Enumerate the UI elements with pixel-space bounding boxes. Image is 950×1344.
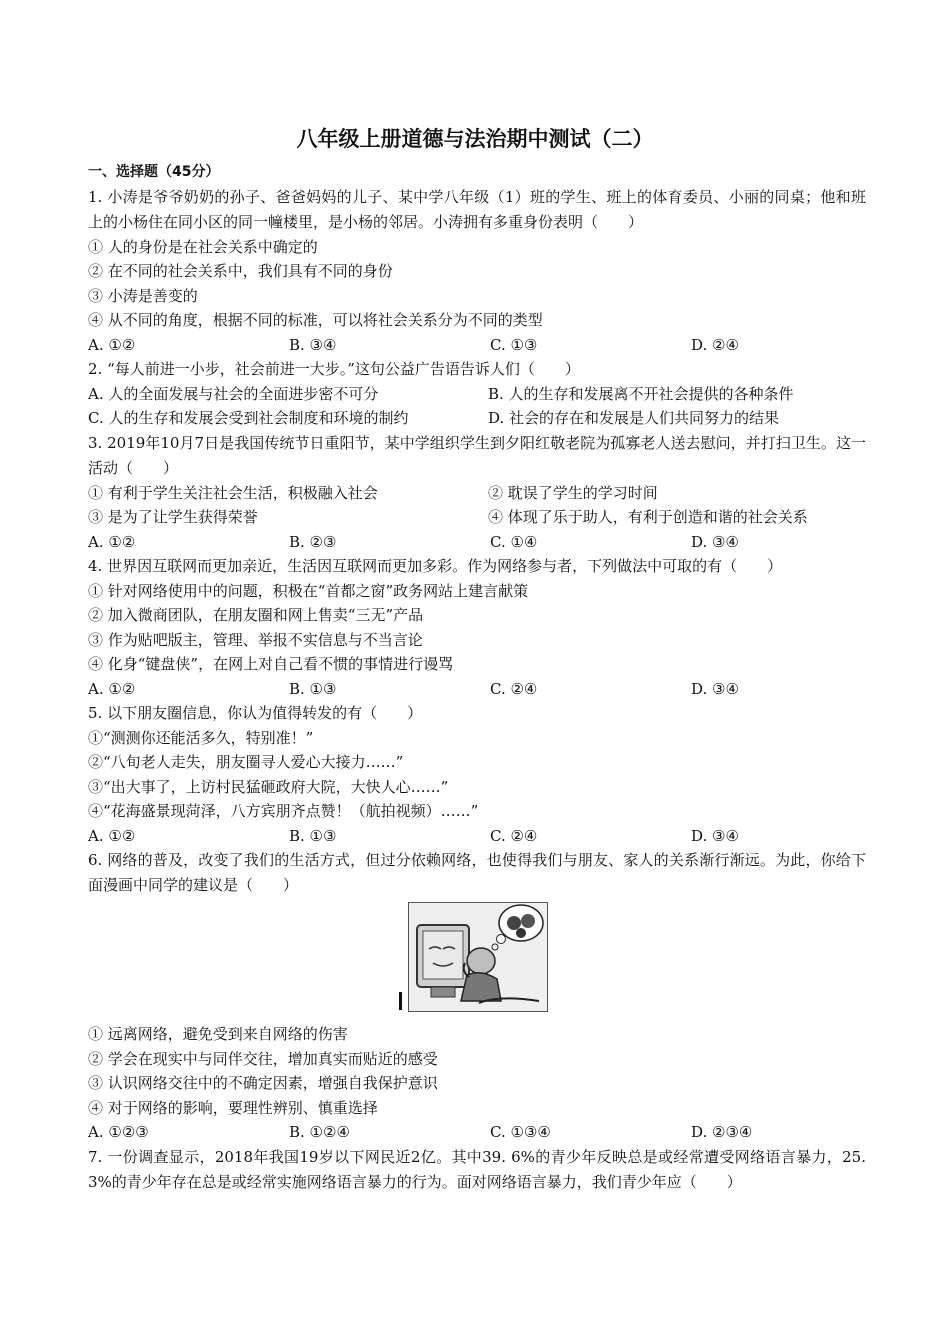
option-b: B. ③④: [289, 335, 337, 354]
option-a: A. 人的全面发展与社会的全面进步密不可分: [88, 384, 379, 403]
page-title: 八年级上册道德与法治期中测试（二）: [296, 127, 654, 151]
question-5-stem: 5. 以下朋友圈信息，你认为值得转发的有（ ）: [88, 704, 423, 722]
option-b: B. ①③: [289, 679, 337, 698]
option-c: C. ①③: [490, 335, 538, 354]
cartoon-image: [408, 902, 548, 1012]
option-c: C. ②④: [490, 826, 538, 845]
figure-mark: [399, 992, 402, 1010]
question-5-item: ②“八旬老人走失，朋友圈寻人爱心大接力……”: [88, 753, 404, 771]
question-4-item: ② 加入微商团队，在朋友圈和网上售卖“三无”产品: [88, 606, 424, 624]
question-7-stem: 7. 一份调查显示，2018年我国19岁以下网民近2亿。其中39. 6%的青少年反映总是或经常遭受网络语言暴力，25. 3%的青少年存在总是或经常实施网络语言暴力的行为。面对网络语言暴力，我们青少年应（ ）: [88, 1147, 866, 1191]
option-d: D. ③④: [691, 826, 739, 845]
option-b: B. ②③: [289, 532, 337, 551]
question-1-item: ④ 从不同的角度，根据不同的标准，可以将社会关系分为不同的类型: [88, 311, 543, 329]
question-6-options: [88, 1120, 866, 1145]
question-6-item: ① 远离网络，避免受到来自网络的伤害: [88, 1025, 348, 1043]
question-6-stem: 6. 网络的普及，改变了我们的生活方式，但过分依赖网络，也使得我们与朋友、家人的关系渐行渐远。为此，你给下面漫画中同学的建议是（ ）: [88, 851, 866, 894]
question-3-items-row2: [88, 505, 866, 530]
question-3-items-row1: [88, 481, 866, 506]
question-5-options: [88, 824, 866, 849]
option-c: C. 人的生存和发展会受到社会制度和环境的制约: [88, 409, 409, 427]
question-4-item: ④ 化身“键盘侠”，在网上对自己看不惯的事情进行谩骂: [88, 655, 454, 673]
question-3-item: ① 有利于学生关注社会生活，积极融入社会: [88, 483, 378, 502]
option-b: B. ①③: [289, 826, 337, 845]
option-d: D. ③④: [691, 679, 739, 698]
question-1-item: ③ 小涛是善变的: [88, 286, 198, 305]
question-4-item: ③ 作为贴吧版主，管理、举报不实信息与不当言论: [88, 630, 423, 649]
option-c: C. ②④: [490, 679, 538, 698]
option-a: A. ①②: [88, 335, 136, 354]
question-1-item: ② 在不同的社会关系中，我们具有不同的身份: [88, 262, 393, 280]
question-1-stem: 1. 小涛是爷爷奶奶的孙子、爸爸妈妈的儿子、某中学八年级（1）班的学生、班上的体育委员、小丽的同桌；他和班上的小杨住在同小区的同一幢楼里，是小杨的邻居。小涛拥有多重身份表明（ ）: [88, 187, 866, 231]
question-4-stem: 4. 世界因互联网而更加亲近，生活因互联网而更加多彩。作为网络参与者，下列做法中可取的有（ ）: [88, 557, 783, 575]
question-2-stem: 2. “每人前进一小步，社会前进一大步。”这句公益广告语告诉人们（ ）: [88, 360, 580, 378]
option-a: A. ①②: [88, 826, 136, 845]
option-c: C. ①③④: [490, 1123, 551, 1141]
question-3-item: ② 耽误了学生的学习时间: [488, 483, 658, 502]
exam-content: [88, 160, 866, 1195]
question-3-item: ④ 体现了乐于助人，有利于创造和谐的社会关系: [488, 508, 808, 526]
question-2-options-row2: [88, 406, 866, 431]
question-5-item: ③“出大事了，上访村民猛砸政府大院，大快人心……”: [88, 777, 449, 796]
question-1-item: ① 人的身份是在社会关系中确定的: [88, 237, 318, 256]
question-6-item: ② 学会在现实中与同伴交往，增加真实而贴近的感受: [88, 1049, 438, 1068]
section-heading: 一、选择题（45分）: [88, 164, 220, 180]
option-a: A. ①②: [88, 532, 136, 551]
option-d: D. ②③④: [691, 1123, 753, 1141]
question-1-options: [88, 333, 866, 358]
option-a: A. ①②: [88, 679, 136, 698]
question-5-item: ④“花海盛景现菏泽，八方宾朋齐点赞！（航拍视频）……”: [88, 802, 479, 820]
question-5-item: ①“测测你还能活多久，特别准！”: [88, 728, 314, 747]
option-c: C. ①④: [490, 532, 538, 551]
option-b: B. ①②④: [289, 1123, 350, 1141]
question-3-stem: 3. 2019年10月7日是我国传统节日重阳节，某中学组织学生到夕阳红敬老院为孤寡老人送去慰问，并打扫卫生。这一活动（ ）: [88, 433, 866, 477]
option-d: D. ②④: [691, 335, 739, 354]
question-2-options-row1: [88, 382, 866, 407]
option-d: D. ③④: [691, 532, 739, 551]
option-d: D. 社会的存在和发展是人们共同努力的结果: [488, 409, 780, 427]
question-6-item: ④ 对于网络的影响，要理性辨别、慎重选择: [88, 1098, 378, 1117]
question-4-item: ① 针对网络使用中的问题，积极在“首都之窗”政务网站上建言献策: [88, 581, 529, 600]
question-6-item: ③ 认识网络交往中的不确定因素，增强自我保护意识: [88, 1074, 438, 1092]
option-a: A. ①②③: [88, 1123, 149, 1141]
cartoon-figure-area: [88, 898, 866, 1022]
question-3-item: ③ 是为了让学生获得荣誉: [88, 508, 258, 526]
question-3-options: [88, 530, 866, 555]
option-b: B. 人的生存和发展离不开社会提供的各种条件: [488, 384, 794, 403]
question-4-options: [88, 677, 866, 702]
